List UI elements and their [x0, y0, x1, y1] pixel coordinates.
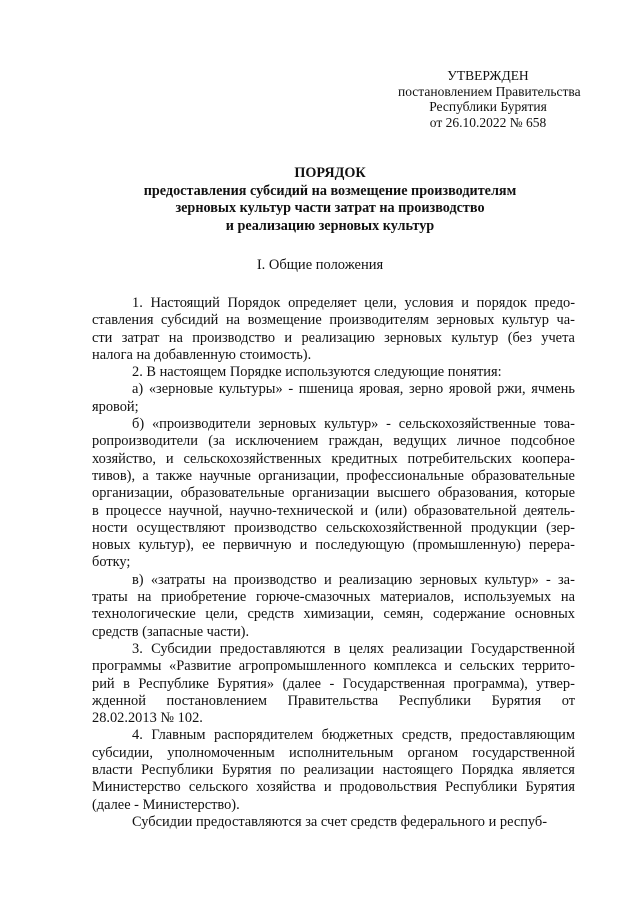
- body-line: рий в Республике Бурятия» (далее - Государственная программа), утвер-: [92, 675, 575, 692]
- body-line: б) «производители зерновых культур» - сельскохозяйственные това-: [132, 416, 575, 433]
- body-line: в) «затраты на производство и реализацию зерновых культур» - за-: [132, 571, 575, 588]
- body-line: новых культур), ее первичную и последующую (промышленную) перера-: [92, 537, 575, 554]
- body-line: в процессе научной, научно-технической и (или) образовательной деятель-: [92, 502, 575, 519]
- title-line: ПОРЯДОК: [294, 165, 366, 181]
- approval-line: Республики Бурятия: [429, 99, 547, 115]
- approval-line: УТВЕРЖДЕН: [447, 68, 529, 83]
- body-line: ности осуществляют производство сельскохозяйственной продукции (зер-: [92, 519, 575, 536]
- body-line: хозяйство, и сельскохозяйственных кредитных потребительских коопера-: [92, 450, 575, 467]
- body-line: а) «зерновые культуры» - пшеница яровая, зерно яровой ржи, ячмень: [132, 381, 575, 398]
- body-line: жденной постановлением Правительства Республики Бурятия от: [92, 692, 575, 709]
- body-line: тивов), а также научные организации, профессиональные образовательные: [92, 467, 575, 484]
- title-line: зерновых культур части затрат на производство: [175, 200, 485, 217]
- title-line: предоставления субсидий на возмещение производителям: [143, 182, 517, 199]
- section-heading: I. Общие положения: [256, 257, 384, 273]
- body-line: ставления субсидий на возмещение производителям зерновых культур ча-: [92, 312, 575, 329]
- body-line: сти затрат на производство и реализацию зерновых культур (без учета: [92, 329, 575, 346]
- body-line: Субсидии предоставляются за счет средств федерального и респуб-: [132, 813, 548, 830]
- body-line: средств (запасные части).: [92, 623, 250, 640]
- body-line: ропроизводители (за исключением граждан, ведущих личное подсобное: [92, 433, 575, 450]
- body-text: [92, 295, 575, 831]
- body-line: организации, образовательные организации высшего образования, которые: [92, 485, 575, 502]
- body-line: 4. Главным распорядителем бюджетных средств, предоставляющим: [132, 727, 575, 744]
- body-line: власти Республики Бурятия по реализации настоящего Порядка является: [92, 762, 575, 779]
- title-line: и реализацию зерновых культур: [225, 217, 435, 234]
- body-line: (далее - Министерство).: [92, 796, 240, 813]
- approval-line: от 26.10.2022 № 658: [429, 114, 547, 130]
- document-title: [100, 165, 560, 235]
- approval-line: постановлением Правительства: [398, 83, 581, 99]
- approval-stamp: [398, 68, 581, 130]
- body-line: Министерство сельского хозяйства и продовольствия Республики Бурятия: [92, 779, 575, 796]
- body-line: траты на приобретение горюче-смазочных материалов, используемых на: [92, 589, 575, 606]
- body-line: технологические цели, средств химизации, семян, содержание основных: [92, 606, 575, 623]
- body-line: яровой;: [92, 398, 139, 415]
- body-line: 28.02.2013 № 102.: [92, 710, 203, 727]
- body-line: ботку;: [92, 554, 131, 571]
- body-line: программы «Развитие агропромышленного комплекса и сельских террито-: [92, 658, 575, 675]
- body-line: налога на добавленную стоимость).: [92, 346, 312, 363]
- body-line: 1. Настоящий Порядок определяет цели, условия и порядок предо-: [132, 295, 575, 311]
- body-line: 3. Субсидии предоставляются в целях реализации Государственной: [132, 640, 575, 657]
- body-line: субсидии, уполномоченным исполнительным органом государственной: [92, 744, 575, 761]
- body-line: 2. В настоящем Порядке используются следующие понятия:: [132, 364, 502, 381]
